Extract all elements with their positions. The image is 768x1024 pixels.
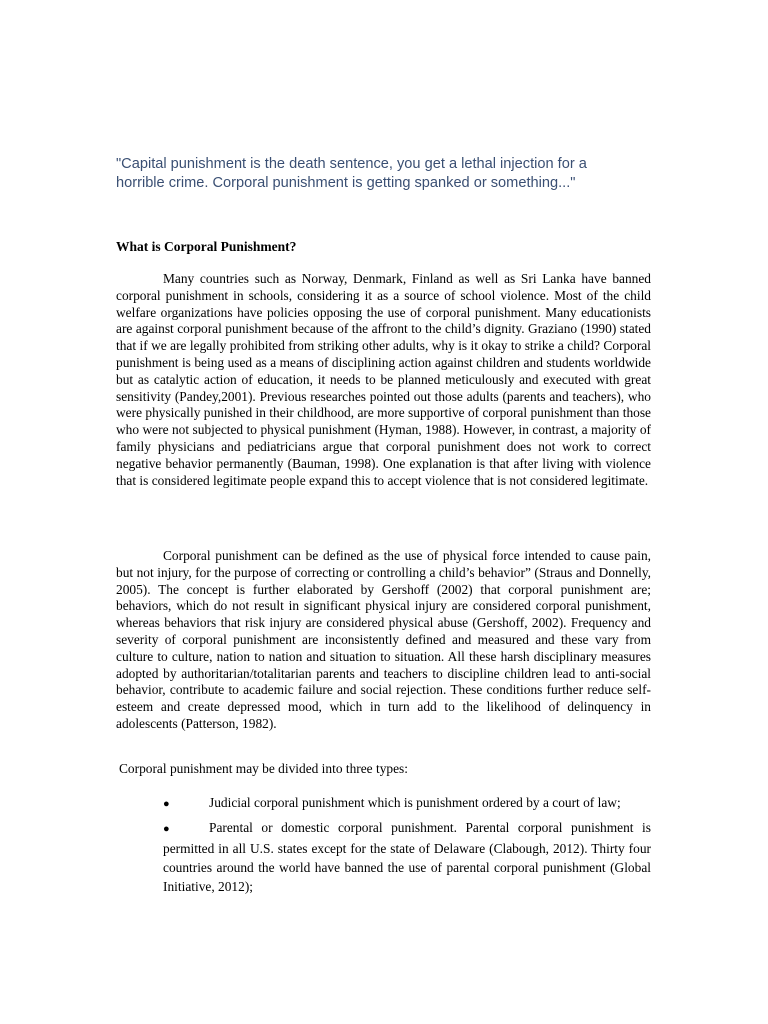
opening-quote: "Capital punishment is the death sentence, you get a lethal injection for a horrible crime. Corporal punishment is getting spanked or something..." [116,156,587,191]
types-intro: Corporal punishment may be divided into three types: [119,761,408,776]
list-item-text: Judicial corporal punishment which is punishment ordered by a court of law; [209,795,621,810]
punishment-types-list [163,793,651,900]
list-item-text: Parental or domestic corporal punishment. Parental corporal punishment is permitted in all U.S. states except for the state of Delaware (Clabough, 2012). Thirty four countries around the world have banned the use of parental corporal punishment (Global Initiative, 2012); [163,820,651,894]
paragraph-1: Many countries such as Norway, Denmark, Finland as well as Sri Lanka have banned corporal punishment in schools, considering it as a source of school violence. Most of the child welfare organizations have policies opposing the use of corporal punishment. Many educationists are against corporal punishment because of the affront to the child’s dignity. Graziano (1990) stated that if we are legally prohibited from striking other adults, why is it okay to strike a child? Corporal punishment is being used as a means of disciplining action against children and students worldwide but as catalytic action of education, it needs to be planned meticulously and executed with great sensitivity (Pandey,2001). Previous researches pointed out those adults (parents and teachers), who were physically punished in their childhood, are more supportive of corporal punishment than those who were not subjected to physical punishment (Hyman, 1988). However, in contrast, a majority of family physicians and pediatricians argue that corporal punishment does not work to correct negative behavior permanently (Bauman, 1998). One explanation is that after living with violence that is considered legitimate people expand this to accept violence that is not considered legitimate. [116,271,651,488]
bullet-icon: ● [163,798,170,810]
bullet-icon: ● [163,823,170,835]
list-item [163,793,651,814]
section-heading: What is Corporal Punishment? [116,239,297,254]
paragraph-2: Corporal punishment can be defined as the use of physical force intended to cause pain, but not injury, for the purpose of correcting or controlling a child’s behavior” (Straus and Donnelly, 2005). The concept is further elaborated by Gershoff (2002) that corporal punishment are; behaviors, which do not result in significant physical injury are considered corporal punishment, whereas behaviors that risk injury are considered physical abuse (Gershoff, 2002). Frequency and severity of corporal punishment are inconsistently defined and measured and these vary from culture to culture, nation to nation and situation to situation. All these harsh disciplinary measures adopted by authoritarian/totalitarian parents and teachers to discipline children lead to anti-social behavior, contribute to academic failure and social rejection. These conditions further reduce self-esteem and create depressed mood, which in turn add to the likelihood of delinquency in adolescents (Patterson, 1982). [116,548,651,731]
list-item [163,818,651,896]
